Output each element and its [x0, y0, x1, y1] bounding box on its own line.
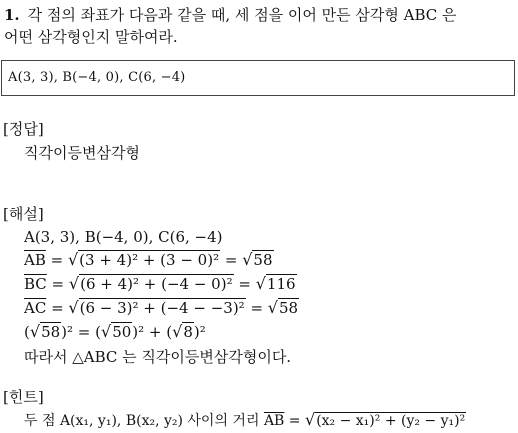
- sqrt-symbol: √58: [267, 298, 299, 317]
- solution-label: [해설]: [3, 205, 44, 223]
- bc-equation: $\overline{BC} = √(6 + 4)^2 + (-4 - 0)^2 = √116$: [24, 274, 296, 293]
- question-line-1: 각 점의 좌표가 다음과 같을 때, 세 점을 이어 만든 삼각형 ABC 은: [27, 6, 457, 24]
- sqrt-symbol: √(3 + 4)² + (3 − 0)²: [67, 250, 220, 269]
- ab-equation: $\overline{AB} = √(3 + 4)^2 + (3 - 0)^2 = √58$: [24, 250, 273, 269]
- question-number: 1.: [4, 6, 20, 24]
- solution-points: A(3, 3), B(−4, 0), C(6, −4): [24, 228, 223, 246]
- answer-text: 직각이등변삼각형: [24, 144, 140, 162]
- sqrt-symbol: √(x₂ − x₁)² + (y₂ − y₁)²: [304, 410, 466, 429]
- hint-label: [힌트]: [3, 388, 44, 406]
- hint-text: 두 점 A(x₁, y₁), B(x₂, y₂) 사이의 거리 $\overline{AB} = √(x_2 - x_1)^2 + (y_2 - y_1)^2$: [24, 410, 466, 429]
- question: [4, 4, 514, 48]
- question-line-2: 어떤 삼각형인지 말하여라.: [4, 28, 178, 46]
- sqrt-symbol: √(6 − 3)² + (−4 − −3)²: [68, 298, 245, 317]
- answer-label: [정답]: [3, 120, 44, 138]
- conclusion: 따라서 △ABC 는 직각이등변삼각형이다.: [24, 348, 292, 366]
- sqrt-symbol: √116: [255, 274, 296, 293]
- ac-segment: $\overline{AC}$: [24, 299, 47, 317]
- hint-ab-segment: $\overline{AB}$: [263, 413, 285, 429]
- sqrt-symbol: √58: [242, 250, 273, 269]
- bc-segment: $\overline{BC}$: [24, 275, 47, 293]
- sqrt-symbol: √58: [29, 322, 61, 341]
- pythagoras-equation: (√58)² = (√50)² + (√8)²: [24, 322, 206, 341]
- ac-equation: $\overline{AC} = √(6 - 3)^2 + (-4 - -3)^2 = √58$: [24, 298, 299, 317]
- ab-segment: $\overline{AB}$: [24, 251, 46, 269]
- sqrt-symbol: √8: [172, 322, 193, 341]
- sqrt-symbol: √(6 + 4)² + (−4 − 0)²: [68, 274, 233, 293]
- points-box-text: A(3, 3), B(−4, 0), C(6, −4): [8, 70, 186, 85]
- sqrt-symbol: √50: [100, 322, 132, 341]
- points-box: [1, 60, 515, 96]
